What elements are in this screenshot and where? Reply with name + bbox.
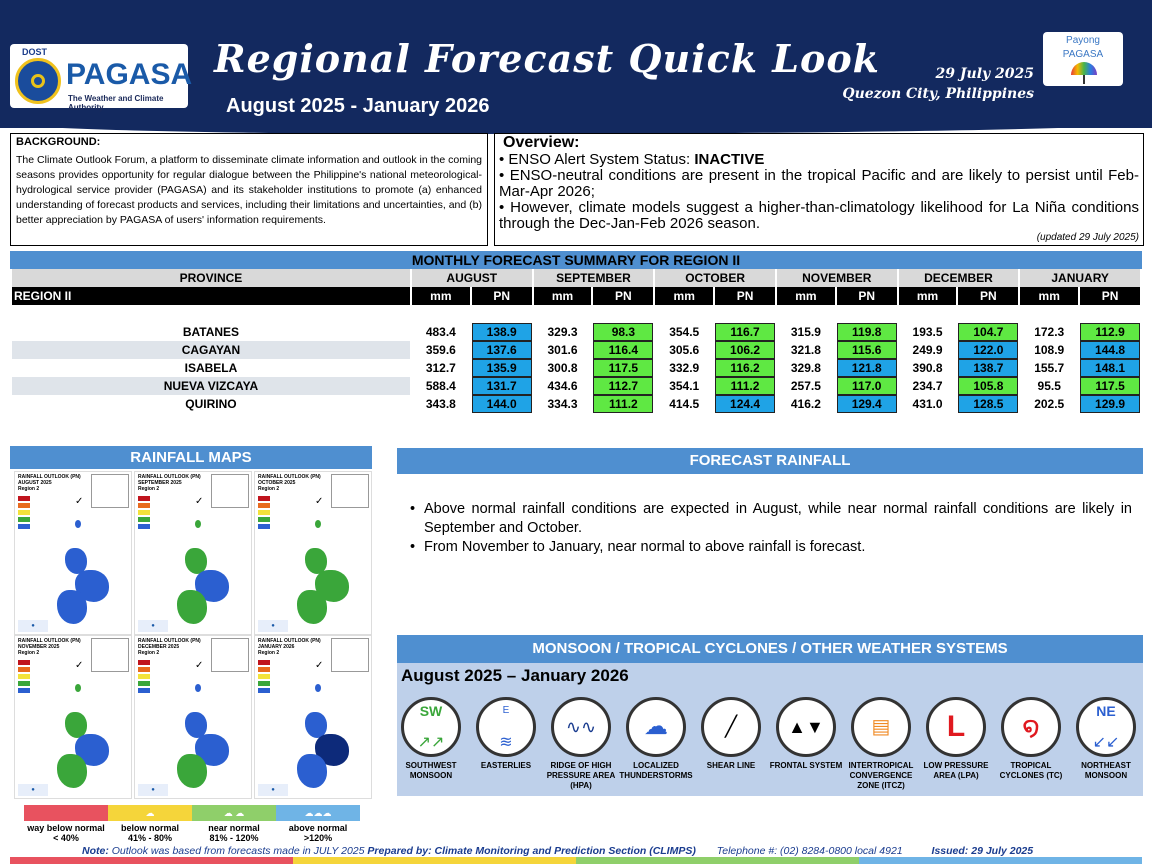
legend-label	[189, 823, 279, 843]
pagasa-map-logo: ●	[18, 620, 48, 632]
logo-tagline: The Weather and Climate Authority	[68, 94, 164, 112]
province-name: NUEVA VIZCAYA	[12, 377, 410, 395]
forecast-period: August 2025 - January 2026	[226, 95, 490, 117]
table-unit-header-row	[12, 287, 1140, 305]
province-name: BATANES	[182, 325, 240, 339]
overview-line-3: • However, climate models suggest a higher-than-climatology likelihood for La Niña conditions through the Dec-Jan-Feb 2026 season.	[499, 199, 1139, 232]
rainfall-pn: 117.5	[593, 359, 653, 377]
rainfall-mm: 343.8	[425, 397, 456, 411]
rainfall-mm: 193.5	[912, 325, 943, 339]
logo-dost-text: DOST	[22, 47, 48, 57]
unit-pn: PN	[837, 287, 897, 305]
weather-system-label: SHEAR LINE	[706, 761, 756, 770]
payong-line2: PAGASA	[1062, 49, 1104, 60]
issue-place: Quezon City, Philippines	[842, 86, 1034, 102]
north-arrow-icon: ✓	[75, 496, 84, 507]
rainfall-pn: 121.8	[837, 359, 897, 377]
rainfall-maps-heading: RAINFALL MAPS	[10, 446, 372, 469]
legend-label-2: >120%	[303, 833, 333, 843]
map-title-3: Region 2	[18, 486, 40, 492]
province-shape	[57, 590, 87, 624]
overview-heading: Overview:	[503, 134, 580, 151]
table-row	[12, 359, 1140, 377]
island-shape	[75, 684, 81, 692]
ridge-hpa-icon: ∿∿	[551, 697, 611, 757]
rainfall-mm: 257.5	[790, 379, 821, 393]
frontal-system-icon: ▲▼	[776, 697, 836, 757]
footer-note	[82, 845, 1033, 857]
umbrella-handle-icon	[1083, 75, 1085, 84]
rainfall-mm: 301.6	[547, 343, 578, 357]
rainfall-mm: 414.5	[669, 397, 700, 411]
weather-system-label: LOCALIZED THUNDERSTORMS	[619, 761, 693, 780]
month-header: DECEMBER	[899, 269, 1019, 287]
telephone: Telephone #: (02) 8284-0800 local 4921	[716, 845, 903, 857]
issue-date: 29 July 2025	[935, 66, 1034, 82]
rainfall-pn: 138.7	[958, 359, 1018, 377]
rainfall-mm: 300.8	[547, 361, 578, 375]
enso-label: ENSO Alert System Status:	[508, 151, 695, 168]
rainfall-pn: 112.7	[593, 377, 653, 395]
map-title	[258, 638, 321, 656]
rainfall-mm: 172.3	[1034, 325, 1065, 339]
rainfall-mm: 312.7	[425, 361, 456, 375]
month-header: SEPTEMBER	[534, 269, 654, 287]
island-shape	[195, 520, 201, 528]
rainfall-pn: 116.4	[593, 341, 653, 359]
pagasa-map-logo: ●	[18, 784, 48, 796]
rainfall-pn: 117.5	[1080, 377, 1140, 395]
island-shape	[315, 684, 321, 692]
pagasa-logo	[10, 44, 193, 112]
map-title-2: AUGUST 2025	[18, 480, 52, 486]
north-arrow-icon: ✓	[195, 660, 204, 671]
map-legend	[258, 660, 298, 695]
weather-system-label: LOW PRESSURE AREA (LPA)	[923, 761, 989, 780]
rainfall-pn: 115.6	[837, 341, 897, 359]
payong-pagasa-logo	[1043, 32, 1123, 86]
weather-system-label: INTERTROPICAL CONVERGENCE ZONE (ITCZ)	[848, 761, 914, 790]
weather-system-label: SOUTHWEST MONSOON	[405, 761, 457, 780]
legend-label	[21, 823, 111, 843]
pagasa-seal-icon	[15, 58, 61, 104]
rainfall-pn: 119.8	[837, 323, 897, 341]
rainfall-pn: 112.9	[1080, 323, 1140, 341]
overview-line-3-text: However, climate models suggest a higher-than-climatology likelihood for La Niña conditions through the Dec-Jan-Feb 2026 season.	[499, 199, 1139, 232]
rainfall-mm: 249.9	[912, 343, 943, 357]
itcz-icon: ▤	[851, 697, 911, 757]
map-title-2: OCTOBER 2025	[258, 480, 296, 486]
rainfall-pn: 138.9	[472, 323, 532, 341]
rainfall-pn: 124.4	[715, 395, 775, 413]
table-row	[12, 395, 1140, 413]
umbrella-icon	[1071, 62, 1097, 75]
footer-color-bar	[10, 857, 1142, 864]
unit-pn: PN	[715, 287, 775, 305]
thunderstorm-icon: ☁	[626, 697, 686, 757]
province-name: ISABELA	[184, 361, 238, 375]
southwest-monsoon-icon: SW ↗↗	[401, 697, 461, 757]
pagasa-map-logo: ●	[138, 620, 168, 632]
rainfall-pn: 111.2	[593, 395, 653, 413]
unit-pn: PN	[958, 287, 1018, 305]
map-legend	[258, 496, 298, 531]
rainfall-pn: 131.7	[472, 377, 532, 395]
legend-label-1: above normal	[288, 823, 348, 833]
rainfall-mm: 588.4	[425, 379, 456, 393]
map-title-1: RAINFALL OUTLOOK (PN)	[138, 474, 201, 480]
prepared-by: Prepared by: Climate Monitoring and Prediction Section (CLIMPS)	[367, 845, 696, 857]
table-row	[12, 341, 1140, 359]
map-title-2: JANUARY 2026	[258, 644, 295, 650]
location-inset	[331, 638, 369, 672]
north-arrow-icon: ✓	[315, 660, 324, 671]
rainfall-mm: 354.5	[669, 325, 700, 339]
weather-system-label: RIDGE OF HIGH PRESSURE AREA (HPA)	[546, 761, 616, 790]
map-title	[138, 638, 201, 656]
legend-swatch: ☁	[108, 805, 192, 821]
legend-label	[105, 823, 195, 843]
map-title-1: RAINFALL OUTLOOK (PN)	[18, 474, 81, 480]
province-name: QUIRINO	[185, 397, 237, 411]
payong-line1: Payong	[1066, 35, 1100, 46]
easterlies-icon: E ≋	[476, 697, 536, 757]
background-panel	[10, 133, 488, 246]
logo-name: PAGASA	[66, 58, 193, 91]
rainfall-pn: 137.6	[472, 341, 532, 359]
map-title-2: SEPTEMBER 2025	[138, 480, 182, 486]
map-title-3: Region 2	[258, 486, 280, 492]
map-title-3: Region 2	[138, 650, 160, 656]
rainfall-pn: 117.0	[837, 377, 897, 395]
overview-panel	[494, 133, 1144, 246]
rainfall-mm: 329.3	[547, 325, 578, 339]
pagasa-map-logo: ●	[258, 620, 288, 632]
rainfall-map	[254, 471, 372, 635]
legend-swatch: ☁ ☁	[192, 805, 276, 821]
unit-mm: mm	[899, 287, 957, 305]
rainfall-mm: 416.2	[790, 397, 821, 411]
rainfall-pn: 148.1	[1080, 359, 1140, 377]
rainfall-pn: 129.4	[837, 395, 897, 413]
map-title-3: Region 2	[258, 650, 280, 656]
rainfall-map	[14, 635, 132, 799]
unit-mm: mm	[534, 287, 592, 305]
island-shape	[315, 520, 321, 528]
background-heading: BACKGROUND:	[16, 136, 101, 148]
rainfall-mm: 305.6	[669, 343, 700, 357]
table-month-header-row	[12, 269, 1140, 287]
legend-swatch: ☁☁☁	[276, 805, 360, 821]
legend-label-2: 81% - 120%	[209, 833, 259, 843]
island-shape	[75, 520, 81, 528]
rainfall-mm: 334.3	[547, 397, 578, 411]
map-title-1: RAINFALL OUTLOOK (PN)	[18, 638, 81, 644]
background-text: The Climate Outlook Forum, a platform to disseminate climate information and outlook in the coming seasons provides opportunity for regular dialogue between the Philippine's national meteorological-hydrological service provider (PAGASA) and its stakeholder institutions to promote (a) enhanced understanding of forecast products and services, including their limitations and uncertainties, and (b) better appreciation by PAGASA of users' information requirements.	[16, 154, 482, 226]
location-inset	[91, 638, 129, 672]
unit-pn: PN	[472, 287, 532, 305]
weather-system-label: FRONTAL SYSTEM	[769, 761, 843, 770]
map-legend	[18, 660, 58, 695]
rainfall-mm: 108.9	[1034, 343, 1065, 357]
map-title-2: NOVEMBER 2025	[18, 644, 60, 650]
northeast-monsoon-icon: NE ↙↙	[1076, 697, 1136, 757]
tropical-cyclone-icon: ໑	[1001, 697, 1061, 757]
map-title	[18, 638, 81, 656]
rainfall-mm: 315.9	[790, 325, 821, 339]
province-shape	[297, 590, 327, 624]
unit-pn: PN	[1080, 287, 1140, 305]
legend-label-1: near normal	[208, 823, 260, 833]
map-title-3: Region 2	[138, 486, 160, 492]
rainfall-pn: 128.5	[958, 395, 1018, 413]
overview-line-2-text: ENSO-neutral conditions are present in the tropical Pacific and are likely to persist until Feb-Mar-Apr 2026;	[499, 167, 1139, 200]
note-text: Outlook was based from forecasts made in JULY 2025	[108, 845, 368, 857]
legend-swatch	[24, 805, 108, 821]
forecast-rainfall-heading: FORECAST RAINFALL	[397, 448, 1143, 474]
month-header: OCTOBER	[655, 269, 775, 287]
legend-label-2: < 40%	[53, 833, 79, 843]
table-row	[12, 323, 1140, 341]
weather-system-label: NORTHEAST MONSOON	[1081, 761, 1131, 780]
rainfall-pn: 144.0	[472, 395, 532, 413]
legend-label-2: 41% - 80%	[127, 833, 173, 843]
map-title-1: RAINFALL OUTLOOK (PN)	[258, 474, 321, 480]
rainfall-mm: 390.8	[912, 361, 943, 375]
map-legend	[138, 496, 178, 531]
month-header: JANUARY	[1020, 269, 1140, 287]
weather-system-label: TROPICAL CYCLONES (TC)	[999, 761, 1063, 780]
unit-mm: mm	[1020, 287, 1078, 305]
map-legend	[18, 496, 58, 531]
overview-enso-status: • ENSO Alert System Status: INACTIVE	[499, 151, 765, 168]
lpa-icon: L	[926, 697, 986, 757]
rainfall-pn: 135.9	[472, 359, 532, 377]
rainfall-mm: 155.7	[1034, 361, 1065, 375]
forecast-bullet-2: • From November to January, near normal to above rainfall is forecast.	[410, 538, 1132, 557]
island-shape	[195, 684, 201, 692]
forecast-rainfall-text	[410, 500, 1132, 557]
location-inset	[91, 474, 129, 508]
region-label: REGION II	[12, 287, 410, 305]
weather-systems-panel	[397, 663, 1143, 796]
map-title-1: RAINFALL OUTLOOK (PN)	[138, 638, 201, 644]
province-header: PROVINCE	[12, 269, 410, 287]
forecast-table	[10, 269, 1142, 413]
weather-system-label: EASTERLIES	[480, 761, 532, 770]
province-shape	[57, 754, 87, 788]
map-title-1: RAINFALL OUTLOOK (PN)	[258, 638, 321, 644]
rainfall-pn: 98.3	[593, 323, 653, 341]
rainfall-mm: 321.8	[790, 343, 821, 357]
pagasa-map-logo: ●	[258, 784, 288, 796]
rainfall-pn: 105.8	[958, 377, 1018, 395]
rainfall-pn: 144.8	[1080, 341, 1140, 359]
map-title	[138, 474, 201, 492]
enso-status-value: INACTIVE	[694, 151, 765, 168]
rainfall-mm: 329.8	[790, 361, 821, 375]
rainfall-mm: 483.4	[425, 325, 456, 339]
legend-label-1: way below normal	[27, 823, 105, 833]
north-arrow-icon: ✓	[195, 496, 204, 507]
rainfall-pn: 106.2	[715, 341, 775, 359]
unit-mm: mm	[412, 287, 470, 305]
province-shape	[297, 754, 327, 788]
legend-label-1: below normal	[120, 823, 179, 833]
overview-updated: (updated 29 July 2025)	[1036, 232, 1139, 243]
unit-pn: PN	[593, 287, 653, 305]
rainfall-mm: 332.9	[669, 361, 700, 375]
pagasa-map-logo: ●	[138, 784, 168, 796]
unit-mm: mm	[655, 287, 713, 305]
map-legend	[138, 660, 178, 695]
north-arrow-icon: ✓	[315, 496, 324, 507]
rainfall-pn: 104.7	[958, 323, 1018, 341]
issued-date: Issued: 29 July 2025	[931, 845, 1034, 857]
legend-label	[273, 823, 363, 843]
note-label: Note:	[82, 845, 109, 857]
month-header: NOVEMBER	[777, 269, 897, 287]
rainfall-pn: 111.2	[715, 377, 775, 395]
weather-systems-heading: MONSOON / TROPICAL CYCLONES / OTHER WEATHER SYSTEMS	[397, 635, 1143, 663]
map-title-3: Region 2	[18, 650, 40, 656]
table-title: MONTHLY FORECAST SUMMARY FOR REGION II	[10, 251, 1142, 269]
location-inset	[211, 638, 249, 672]
forecast-bullet-1: • Above normal rainfall conditions are expected in August, while near normal rainfall conditions are likely in September and October.	[410, 500, 1132, 538]
rainfall-mm: 95.5	[1037, 379, 1061, 393]
overview-line-2: • ENSO-neutral conditions are present in the tropical Pacific and are likely to persist until Feb-Mar-Apr 2026;	[499, 167, 1139, 200]
rainfall-mm: 234.7	[912, 379, 943, 393]
page-header	[0, 0, 1152, 128]
shear-line-icon: ╱	[701, 697, 761, 757]
rainfall-pn: 122.0	[958, 341, 1018, 359]
rainfall-mm: 434.6	[547, 379, 578, 393]
rainfall-pn: 129.9	[1080, 395, 1140, 413]
unit-mm: mm	[777, 287, 835, 305]
rainfall-maps-grid	[10, 469, 374, 797]
rainfall-mm: 359.6	[425, 343, 456, 357]
rainfall-mm: 431.0	[912, 397, 943, 411]
rainfall-map	[134, 635, 252, 799]
province-shape	[177, 754, 207, 788]
rainfall-mm: 354.1	[669, 379, 700, 393]
table-row	[12, 377, 1140, 395]
rainfall-mm: 202.5	[1034, 397, 1065, 411]
map-title	[258, 474, 321, 492]
location-inset	[331, 474, 369, 508]
rainfall-map	[254, 635, 372, 799]
rainfall-pn: 116.7	[715, 323, 775, 341]
rainfall-map	[14, 471, 132, 635]
province-name: CAGAYAN	[12, 341, 410, 359]
map-title-2: DECEMBER 2025	[138, 644, 180, 650]
weather-systems-period: August 2025 – January 2026	[401, 666, 629, 685]
map-title	[18, 474, 81, 492]
rainfall-map	[134, 471, 252, 635]
page-title: Regional Forecast Quick Look	[214, 36, 881, 81]
rainfall-pn: 116.2	[715, 359, 775, 377]
province-shape	[177, 590, 207, 624]
north-arrow-icon: ✓	[75, 660, 84, 671]
month-header: AUGUST	[412, 269, 532, 287]
location-inset	[211, 474, 249, 508]
